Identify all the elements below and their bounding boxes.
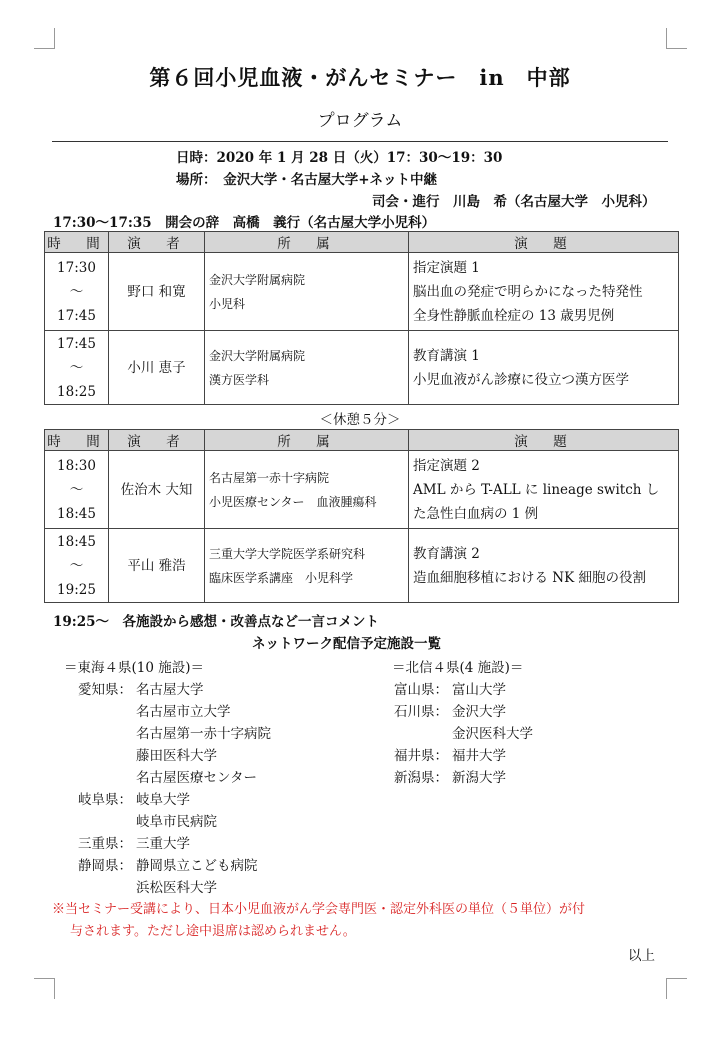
speaker-cell: 小川 恵子 — [109, 331, 205, 405]
pref-fukui: 福井県： — [394, 748, 448, 764]
header-speaker: 演 者 — [109, 430, 205, 451]
break-label: ＜休憩５分＞ — [319, 412, 401, 428]
page-subtitle: プログラム — [317, 111, 403, 131]
page-title: 第６回小児血液・がんセミナー in 中部 — [149, 65, 571, 90]
table-row — [45, 451, 679, 529]
affiliation-cell: 金沢大学附属病院 小児科 — [205, 253, 409, 331]
time-cell: 17:45 〜 18:25 — [45, 331, 109, 405]
list-item: 藤田医科大学 — [136, 748, 217, 764]
pref-shizuoka: 静岡県： — [78, 858, 132, 874]
list-item: 名古屋医療センター — [136, 770, 257, 786]
list-item: 金沢大学 — [452, 704, 506, 720]
header-speaker: 演 者 — [109, 232, 205, 253]
list-item: 名古屋大学 — [136, 682, 204, 698]
affiliation-cell: 名古屋第一赤十字病院 小児医療センター 血液腫瘍科 — [205, 451, 409, 529]
topic-cell: 指定演題 2 AML から T-ALL に lineage switch し た急性白血病の 1 例 — [409, 451, 679, 529]
datetime: 日時：2020 年 1 月 28 日（火）17：30〜19：30 — [176, 150, 503, 166]
header-topic: 演 題 — [409, 430, 679, 451]
header-topic: 演 題 — [409, 232, 679, 253]
tokai-header: ＝東海４県(10 施設)＝ — [64, 660, 205, 676]
closing-comment: 19:25〜 各施設から感想・改善点など一言コメント — [53, 614, 380, 630]
list-item: 岐阜大学 — [136, 792, 190, 808]
speaker-cell: 野口 和寛 — [109, 253, 205, 331]
table-row — [45, 529, 679, 603]
notice-line-2: 与されます。ただし途中退席は認められません。 — [70, 924, 356, 939]
pref-ishikawa: 石川県： — [394, 704, 448, 720]
time-cell: 17:30 〜 17:45 — [45, 253, 109, 331]
page-corner-mark — [666, 28, 687, 49]
topic-cell: 指定演題 1 脳出血の発症で明らかになった特発性 全身性静脈血栓症の 13 歳男児例 — [409, 253, 679, 331]
pref-aichi: 愛知県： — [78, 682, 132, 698]
notice-line-1: ※当セミナー受講により、日本小児血液がん学会専門医・認定外科医の単位（５単位）が付 — [52, 902, 586, 917]
program-table-2 — [44, 429, 679, 603]
page-corner-mark — [34, 978, 55, 999]
header-affiliation: 所 属 — [205, 430, 409, 451]
table-row — [45, 253, 679, 331]
topic-cell: 教育講演 1 小児血液がん診療に役立つ漢方医学 — [409, 331, 679, 405]
speaker-cell: 佐治木 大知 — [109, 451, 205, 529]
page-corner-mark — [666, 978, 687, 999]
list-item: 富山大学 — [452, 682, 506, 698]
speaker-cell: 平山 雅浩 — [109, 529, 205, 603]
pref-gifu: 岐阜県： — [78, 792, 132, 808]
pref-toyama: 富山県： — [394, 682, 448, 698]
list-item: 浜松医科大学 — [136, 880, 217, 896]
list-item: 福井大学 — [452, 748, 506, 764]
list-item: 岐阜市民病院 — [136, 814, 217, 830]
page-corner-mark — [34, 28, 55, 49]
list-item: 名古屋市立大学 — [136, 704, 231, 720]
time-cell: 18:45 〜 19:25 — [45, 529, 109, 603]
venue: 場所： 金沢大学・名古屋大学+ネット中継 — [176, 172, 438, 188]
header-time: 時 間 — [45, 232, 109, 253]
hokushin-header: ＝北信４県(4 施設)＝ — [392, 660, 524, 676]
affiliation-cell: 金沢大学附属病院 漢方医学科 — [205, 331, 409, 405]
header-time: 時 間 — [45, 430, 109, 451]
program-table-1 — [44, 231, 679, 405]
table-row — [45, 331, 679, 405]
pref-mie: 三重県： — [78, 836, 132, 852]
list-item: 金沢医科大学 — [452, 726, 533, 742]
divider — [52, 141, 668, 142]
pref-niigata: 新潟県： — [394, 770, 448, 786]
list-item: 新潟大学 — [452, 770, 506, 786]
list-item: 三重大学 — [136, 836, 190, 852]
header-affiliation: 所 属 — [205, 232, 409, 253]
topic-cell: 教育講演 2 造血細胞移植における NK 細胞の役割 — [409, 529, 679, 603]
end-mark: 以上 — [628, 948, 655, 964]
affiliation-cell: 三重大学大学院医学系研究科 臨床医学系講座 小児科学 — [205, 529, 409, 603]
time-cell: 18:30 〜 18:45 — [45, 451, 109, 529]
network-title: ネットワーク配信予定施設一覧 — [252, 636, 441, 652]
list-item: 名古屋第一赤十字病院 — [136, 726, 271, 742]
moderator: 司会・進行 川島 希（名古屋大学 小児科） — [372, 194, 656, 210]
list-item: 静岡県立こども病院 — [136, 858, 258, 874]
opening-remarks: 17:30〜17:35 開会の辞 高橋 義行（名古屋大学小児科） — [53, 215, 436, 231]
